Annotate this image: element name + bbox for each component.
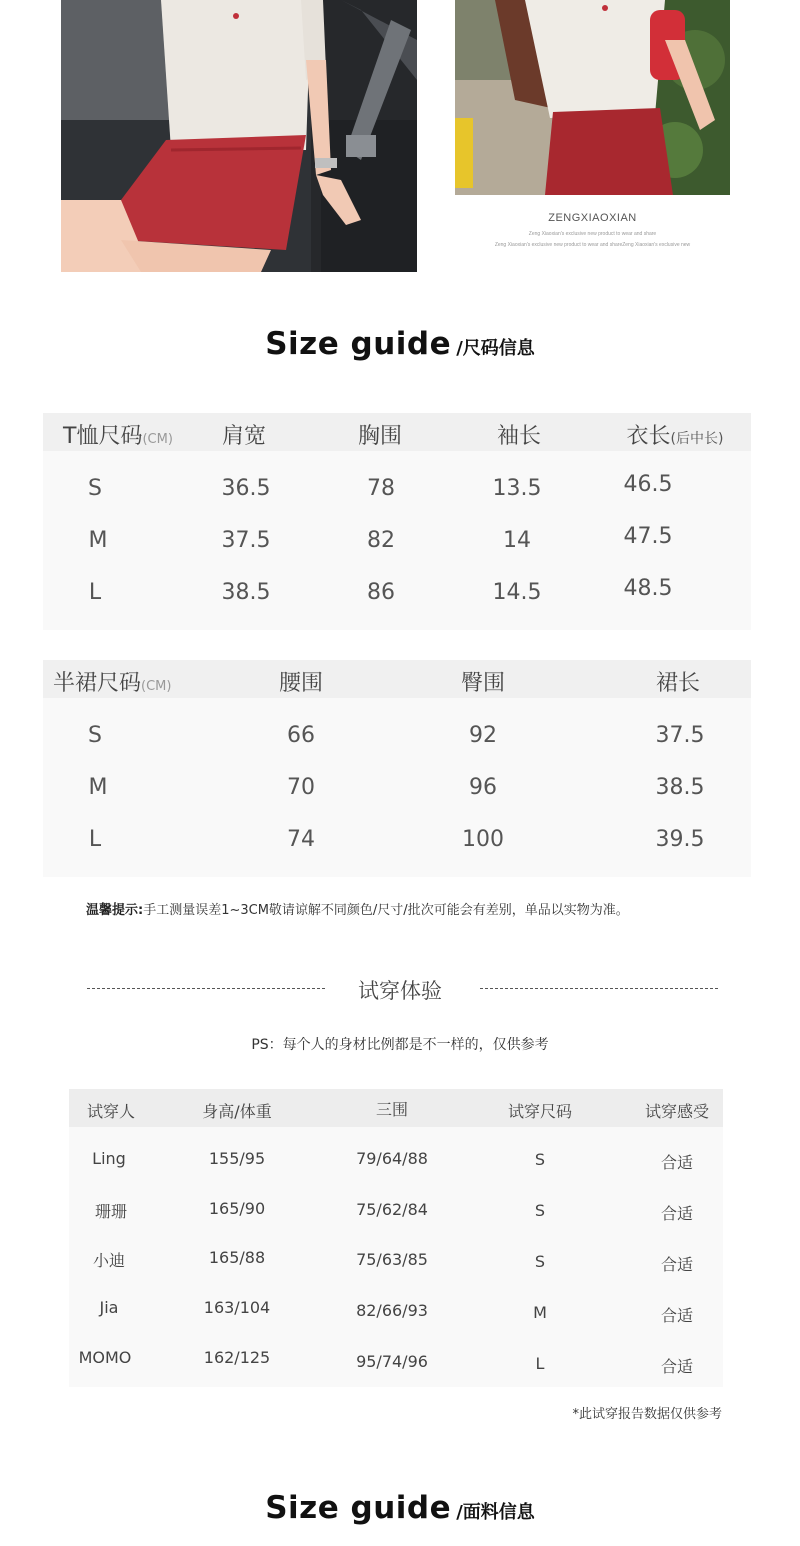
- brand-tagline-1: Zeng Xiaoxian's exclusive new product to wear and share: [528, 231, 657, 237]
- skirt-cell: 37.5: [655, 723, 705, 748]
- tryon-cell: 95/74/96: [356, 1352, 428, 1371]
- skirt-cell: L: [88, 827, 102, 852]
- tip-label: 温馨提示:: [86, 903, 144, 918]
- tryon-cell: S: [534, 1201, 546, 1220]
- tryon-cell: 珊珊: [94, 1202, 128, 1221]
- fabric-guide-subtitle: /面料信息: [456, 1502, 535, 1523]
- skirt-cell: 92: [469, 723, 497, 748]
- tryon-cell: L: [535, 1354, 545, 1373]
- tryon-cell: 165/90: [208, 1199, 266, 1218]
- tryon-cell: 合适: [660, 1153, 694, 1172]
- tshirt-header-shoulder: 肩宽: [221, 424, 267, 449]
- tryon-cell: M: [533, 1303, 547, 1322]
- tryon-cell: 165/88: [208, 1248, 266, 1267]
- product-photo-car: [61, 0, 417, 272]
- tshirt-header-sleeve: 袖长: [496, 424, 542, 449]
- tryon-table: [69, 1089, 723, 1387]
- skirt-cell: M: [88, 775, 108, 800]
- skirt-cell: 74: [287, 827, 315, 852]
- tryon-cell: MOMO: [78, 1348, 132, 1367]
- fabric-guide-heading: [0, 1490, 800, 1526]
- skirt-cell: S: [88, 723, 102, 748]
- tryon-cell: S: [534, 1150, 546, 1169]
- tryon-cell: 79/64/88: [356, 1149, 428, 1168]
- tryon-cell: 75/62/84: [356, 1200, 428, 1219]
- tshirt-cell: 38.5: [221, 580, 271, 605]
- skirt-header-waist: 腰围: [278, 671, 324, 696]
- tshirt-cell: L: [88, 580, 102, 605]
- tryon-note: *此试穿报告数据仅供参考: [572, 1407, 722, 1422]
- divider-right: [480, 988, 718, 989]
- product-photo-street: [455, 0, 730, 195]
- tryon-cell: 155/95: [208, 1149, 266, 1168]
- tryon-ps: PS：每个人的身材比例都是不一样的，仅供参考: [251, 1037, 549, 1053]
- size-guide-heading: [0, 326, 800, 362]
- tshirt-cell: 14: [503, 528, 531, 553]
- tshirt-cell: 82: [367, 528, 395, 553]
- tryon-cell: Ling: [92, 1149, 126, 1168]
- tryon-cell: S: [534, 1252, 546, 1271]
- skirt-header-size: 半裙尺码(CM): [53, 671, 172, 696]
- tshirt-size-table: [43, 413, 751, 630]
- fabric-guide-title: Size guide: [265, 1490, 452, 1526]
- tshirt-cell: 86: [367, 580, 395, 605]
- tshirt-cell: M: [88, 528, 108, 553]
- tshirt-cell: 46.5: [623, 472, 673, 497]
- tryon-cell: 合适: [660, 1255, 694, 1274]
- tshirt-cell: 14.5: [492, 580, 542, 605]
- tryon-title: 试穿体验: [358, 979, 442, 1003]
- brand-name: ZENGXIAOXIAN: [548, 212, 637, 224]
- tshirt-header-chest: 胸围: [357, 424, 403, 449]
- skirt-cell: 66: [287, 723, 315, 748]
- size-guide-title: Size guide: [265, 326, 452, 362]
- tryon-header-measurements: 三围: [375, 1100, 409, 1119]
- skirt-cell: 38.5: [655, 775, 705, 800]
- skirt-cell: 39.5: [655, 827, 705, 852]
- skirt-header-hip: 臀围: [460, 671, 506, 696]
- tryon-cell: Jia: [99, 1298, 119, 1317]
- measurement-tip: [86, 899, 629, 918]
- tryon-cell: 163/104: [203, 1298, 271, 1317]
- tryon-header-feeling: 试穿感受: [644, 1102, 710, 1121]
- tryon-cell: 82/66/93: [356, 1301, 428, 1320]
- tshirt-header-size: T恤尺码(CM): [63, 424, 173, 449]
- skirt-cell: 70: [287, 775, 315, 800]
- tshirt-cell: 78: [367, 476, 395, 501]
- skirt-cell: 96: [469, 775, 497, 800]
- tshirt-cell: S: [88, 476, 102, 501]
- tshirt-cell: 13.5: [492, 476, 542, 501]
- tryon-cell: 162/125: [203, 1348, 271, 1367]
- tryon-cell: 小迪: [92, 1251, 126, 1270]
- tryon-header-size: 试穿尺码: [507, 1102, 573, 1121]
- skirt-header-length: 裙长: [655, 671, 701, 696]
- brand-tagline-2: Zeng Xiaoxian's exclusive new product to wear and shareZeng Xiaoxian's exclusive new: [494, 242, 691, 248]
- tryon-cell: 75/63/85: [356, 1250, 428, 1269]
- tip-text: 手工测量误差1~3CM敬请谅解不同颜色/尺寸/批次可能会有差别，单品以实物为准。: [143, 903, 629, 918]
- tryon-cell: 合适: [660, 1306, 694, 1325]
- tshirt-cell: 37.5: [221, 528, 271, 553]
- tryon-cell: 合适: [660, 1204, 694, 1223]
- tshirt-cell: 36.5: [221, 476, 271, 501]
- tshirt-header-length: 衣长(后中长): [626, 424, 724, 449]
- tryon-header-person: 试穿人: [86, 1102, 136, 1121]
- size-guide-subtitle: /尺码信息: [456, 338, 535, 359]
- skirt-size-table: [43, 660, 751, 877]
- skirt-cell: 100: [462, 827, 504, 852]
- tshirt-cell: 47.5: [623, 524, 673, 549]
- tryon-cell: 合适: [660, 1357, 694, 1376]
- tshirt-cell: 48.5: [623, 576, 673, 601]
- tryon-header-height-weight: 身高/体重: [202, 1102, 272, 1121]
